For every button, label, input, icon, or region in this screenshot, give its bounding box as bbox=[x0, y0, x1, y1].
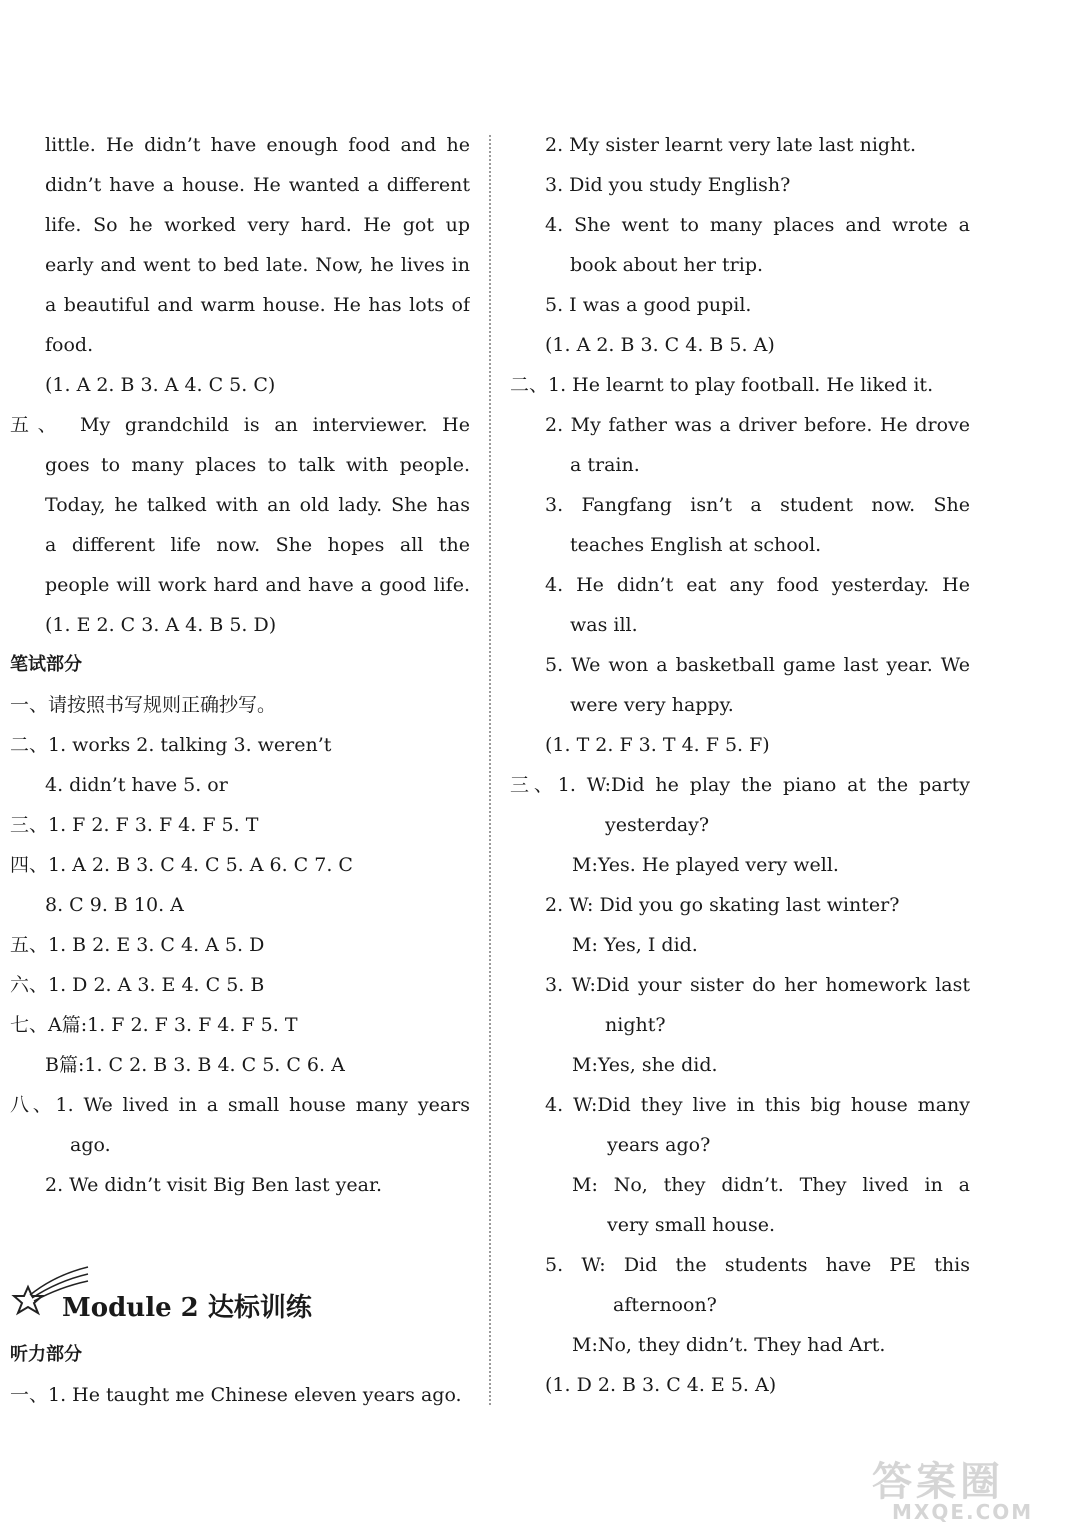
text-line: was ill. bbox=[570, 614, 638, 636]
text-line: 2. W: Did you go skating last winter? bbox=[545, 894, 900, 916]
text-line: 3. Did you study English? bbox=[545, 174, 791, 196]
text-line: yesterday? bbox=[605, 814, 710, 836]
answer-key: (1. A 2. B 3. C 4. B 5. A) bbox=[545, 334, 775, 356]
section-heading-written: 笔试部分 bbox=[10, 654, 82, 675]
answer-key: (1. T 2. F 3. T 4. F 5. F) bbox=[545, 734, 770, 756]
text-line: M:Yes, she did. bbox=[572, 1054, 718, 1076]
watermark-url: MXQE.COM bbox=[892, 1500, 1034, 1524]
text-line: M: No, they didn’t. They lived in a bbox=[572, 1174, 970, 1196]
text-line: 8. C 9. B 10. A bbox=[45, 894, 184, 916]
text-line: very small house. bbox=[607, 1214, 776, 1236]
text-line: 5. I was a good pupil. bbox=[545, 294, 752, 316]
module-title bbox=[10, 1265, 450, 1345]
column-divider bbox=[489, 135, 491, 1405]
question-one: 一、请按照书写规则正确抄写。 bbox=[10, 694, 277, 716]
text-line: M:No, they didn’t. They had Art. bbox=[572, 1334, 886, 1356]
question-two: 二、1. works 2. talking 3. weren’t bbox=[10, 734, 332, 756]
text-line: a different life now. She hopes all the bbox=[45, 534, 470, 556]
text-line: goes to many places to talk with people. bbox=[45, 454, 470, 476]
text-line: food. bbox=[45, 334, 94, 356]
question-seven-a: 七、A篇:1. F 2. F 3. F 4. F 5. T bbox=[10, 1014, 298, 1036]
text-line: little. He didn’t have enough food and he bbox=[45, 134, 470, 156]
module-title-text: Module 2 达标训练 bbox=[62, 1293, 312, 1323]
text-line: 4. W:Did they live in this big house many bbox=[545, 1094, 970, 1116]
section-heading-listening: 听力部分 bbox=[10, 1344, 82, 1365]
text-line: Today, he talked with an old lady. She has bbox=[45, 494, 470, 516]
watermark-text: 答案圈 bbox=[872, 1459, 1004, 1505]
watermark-logo bbox=[872, 1450, 1062, 1530]
question-seven-b: B篇:1. C 2. B 3. B 4. C 5. C 6. A bbox=[45, 1054, 345, 1076]
text-line: 2. My sister learnt very late last night. bbox=[545, 134, 916, 156]
text-line: book about her trip. bbox=[570, 254, 764, 276]
question-three: 三、1. W:Did he play the piano at the party bbox=[510, 774, 970, 796]
question-three: 三、1. F 2. F 3. F 4. F 5. T bbox=[10, 814, 259, 836]
text-line: people will work hard and have a good life. bbox=[45, 574, 470, 596]
text-line: 3. Fangfang isn’t a student now. She bbox=[545, 494, 970, 516]
text-line: teaches English at school. bbox=[570, 534, 822, 556]
listening-question-one: 一、1. He taught me Chinese eleven years ago. bbox=[10, 1384, 462, 1406]
text-line: 5. We won a basketball game last year. We bbox=[545, 654, 970, 676]
text-line: 4. She went to many places and wrote a bbox=[545, 214, 970, 236]
text-line: M:Yes. He played very well. bbox=[572, 854, 839, 876]
question-four: 四、1. A 2. B 3. C 4. C 5. A 6. C 7. C bbox=[10, 854, 353, 876]
answer-key: (1. E 2. C 3. A 4. B 5. D) bbox=[45, 614, 277, 636]
text-line: ago. bbox=[70, 1134, 111, 1156]
question-five: 五、1. B 2. E 3. C 4. A 5. D bbox=[10, 934, 265, 956]
answer-key: (1. A 2. B 3. A 4. C 5. C) bbox=[45, 374, 276, 396]
text-line: early and went to bed late. Now, he lives in bbox=[45, 254, 470, 276]
text-line: M: Yes, I did. bbox=[572, 934, 698, 956]
text-line: 4. He didn’t eat any food yesterday. He bbox=[545, 574, 970, 596]
text-line: 5. W: Did the students have PE this bbox=[545, 1254, 970, 1276]
section-five-passage: 五、 My grandchild is an interviewer. He bbox=[10, 414, 470, 436]
question-two: 二、1. He learnt to play football. He liked it. bbox=[510, 374, 934, 396]
text-line: a beautiful and warm house. He has lots of bbox=[45, 294, 470, 316]
text-line: 2. My father was a driver before. He drove bbox=[545, 414, 970, 436]
text-line: night? bbox=[605, 1014, 666, 1036]
question-eight: 八、1. We lived in a small house many years bbox=[10, 1094, 470, 1116]
text-line: a train. bbox=[570, 454, 640, 476]
text-line: were very happy. bbox=[570, 694, 734, 716]
text-line: years ago? bbox=[607, 1134, 711, 1156]
text-line: didn’t have a house. He wanted a different bbox=[45, 174, 470, 196]
text-line: 4. didn’t have 5. or bbox=[45, 774, 228, 796]
text-line: 3. W:Did your sister do her homework last bbox=[545, 974, 970, 996]
text-line: afternoon? bbox=[613, 1294, 717, 1316]
answer-key: (1. D 2. B 3. C 4. E 5. A) bbox=[545, 1374, 777, 1396]
text-line: 2. We didn’t visit Big Ben last year. bbox=[45, 1174, 382, 1196]
question-six: 六、1. D 2. A 3. E 4. C 5. B bbox=[10, 974, 265, 996]
text-line: life. So he worked very hard. He got up bbox=[45, 214, 470, 236]
